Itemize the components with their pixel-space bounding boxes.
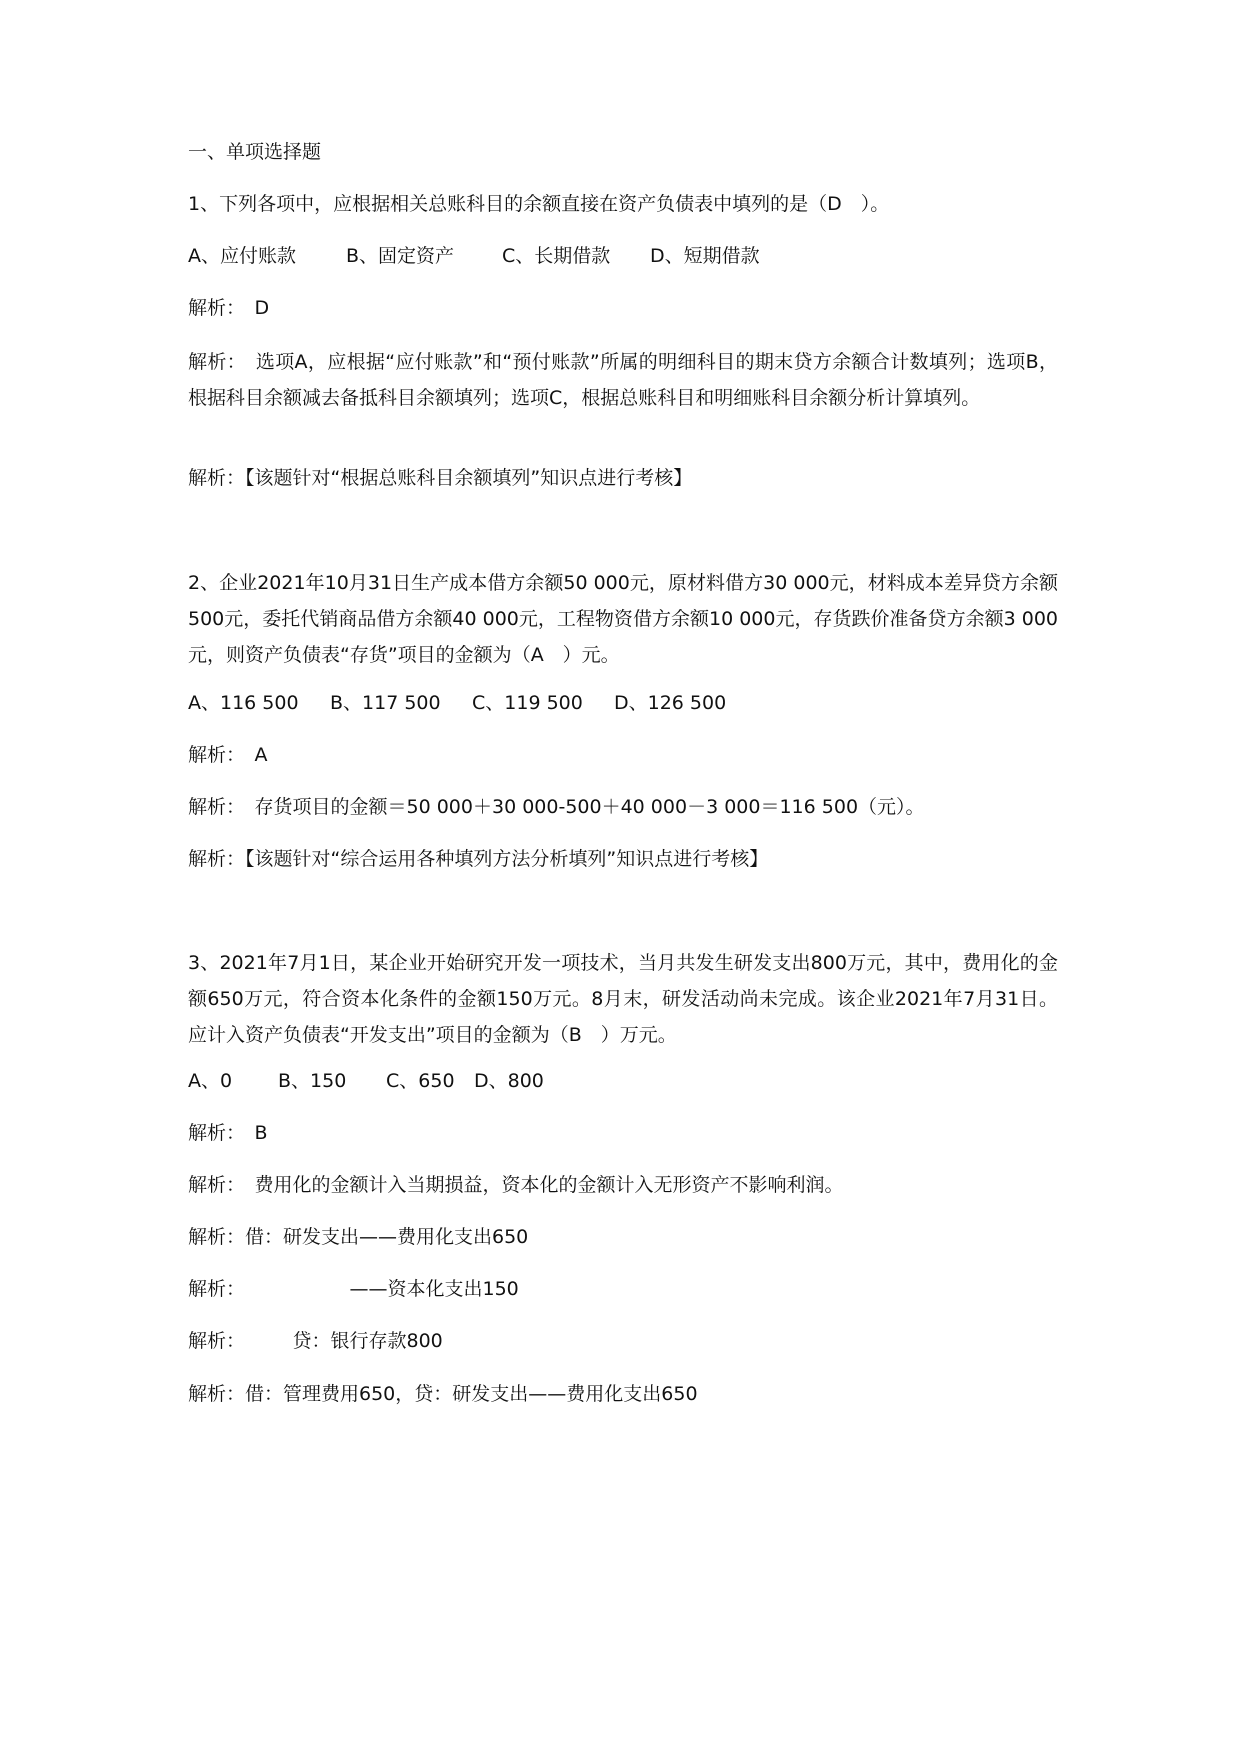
question-3-options — [188, 1064, 1058, 1098]
question-2-answer: 解析： A — [188, 744, 268, 766]
question-3-answer: 解析： B — [188, 1122, 268, 1144]
question-1-option-b: B、固定资产 — [346, 245, 455, 267]
question-1-analysis: 解析： 选项A，应根据“应付账款”和“预付账款”所属的明细科目的期末贷方余额合计数填列；选项B，根据科目余额减去备抵科目余额填列；选项C，根据总账科目和明细账科目余额分析计算填列。 — [188, 351, 1058, 409]
question-1-stem: 1、下列各项中，应根据相关总账科目的余额直接在资产负债表中填列的是（D ）。 — [188, 193, 890, 215]
question-3-entry-4: 解析：借：管理费用650，贷：研发支出——费用化支出650 — [188, 1383, 698, 1405]
question-2-analysis: 解析： 存货项目的金额＝50 000＋30 000-500＋40 000－3 000＝116 500（元）。 — [188, 796, 925, 818]
question-3-option-c: C、650 — [386, 1070, 455, 1092]
question-1-note: 解析：【该题针对“根据总账科目余额填列”知识点进行考核】 — [188, 467, 693, 489]
question-3-analysis: 解析： 费用化的金额计入当期损益，资本化的金额计入无形资产不影响利润。 — [188, 1174, 844, 1196]
question-1-option-c: C、长期借款 — [502, 245, 611, 267]
question-1-options — [188, 239, 1058, 273]
question-3-option-a: A、0 — [188, 1070, 233, 1092]
question-3-entry-2: 解析： ——资本化支出150 — [188, 1278, 519, 1300]
question-3-entry-3: 解析： 贷：银行存款800 — [188, 1330, 443, 1352]
question-2-option-b: B、117 500 — [330, 692, 441, 714]
question-2-note: 解析：【该题针对“综合运用各种填列方法分析填列”知识点进行考核】 — [188, 848, 769, 870]
question-2-stem: 2、企业2021年10月31日生产成本借方余额50 000元，原材料借方30 000元，材料成本差异贷方余额500元，委托代销商品借方余额40 000元，工程物资借方余额10 000元，存货跌价准备贷方余额3 000元，则资产负债表“存货”项目的金额为（A ）元。 — [188, 572, 1058, 666]
question-1-answer: 解析： D — [188, 297, 270, 319]
question-1-option-a: A、应付账款 — [188, 245, 296, 267]
question-3-entry-1: 解析：借：研发支出——费用化支出650 — [188, 1226, 529, 1248]
question-1-option-d: D、短期借款 — [650, 245, 760, 267]
question-3-stem: 3、2021年7月1日，某企业开始研究开发一项技术，当月共发生研发支出800万元，其中，费用化的金额650万元，符合资本化条件的金额150万元。8月末，研发活动尚未完成。该企业2021年7月31日。应计入资产负债表“开发支出”项目的金额为（B ）万元。 — [188, 952, 1058, 1046]
section-title: 一、单项选择题 — [188, 141, 322, 163]
question-2-options — [188, 686, 1058, 720]
question-3-option-d: D、800 — [474, 1070, 544, 1092]
question-2-option-d: D、126 500 — [614, 692, 727, 714]
question-2-option-c: C、119 500 — [472, 692, 583, 714]
question-3-option-b: B、150 — [278, 1070, 347, 1092]
question-2-option-a: A、116 500 — [188, 692, 299, 714]
